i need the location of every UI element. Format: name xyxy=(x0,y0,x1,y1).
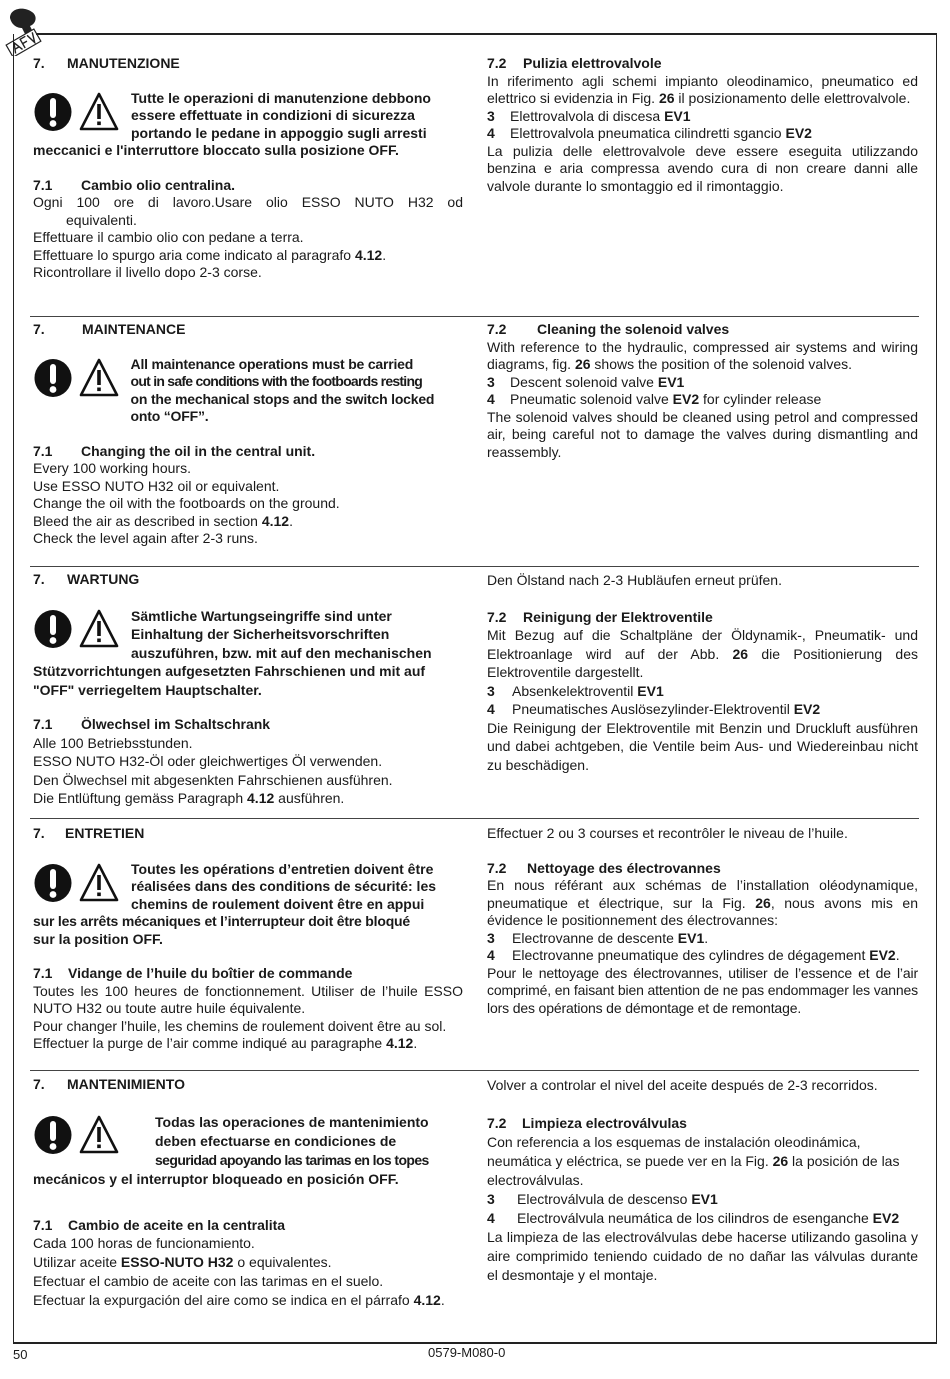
section-es-right xyxy=(487,1076,918,1285)
warning-triangle-icon xyxy=(79,92,119,132)
subsection-title: Reinigung der Elektroventile xyxy=(523,608,713,625)
heading-number: 7. xyxy=(33,825,45,841)
body-text: Ricontrollare il livello dopo 2-3 corse. xyxy=(33,264,262,280)
body-text: Efectuar la expurgación del aire como se indica en el párrafo 4.12. xyxy=(33,1292,445,1308)
body-text: Bleed the air as described in section 4.12. xyxy=(33,512,293,529)
section-heading xyxy=(33,571,463,589)
warning-text: chemins de roulement doivent être en appui xyxy=(131,895,425,912)
page-number: 50 xyxy=(13,1347,28,1362)
safety-warning xyxy=(33,861,463,914)
warning-text: on the mechanical stops and the switch locked xyxy=(130,390,435,407)
subsection-number: 7.2 xyxy=(487,608,507,625)
list-item: 4 Pneumatic solenoid valve EV2 for cylinder release xyxy=(487,391,822,407)
body-text: Die Entlüftung gemäss Paragraph 4.12 ausführen. xyxy=(33,790,345,806)
subsection-title: Changing the oil in the central unit. xyxy=(81,442,316,459)
body-text: Effectuer 2 ou 3 courses et recontrôler le niveau de l’huile. xyxy=(487,825,848,841)
warning-text: seguridad apoyando las tarimas en los topes xyxy=(155,1151,429,1168)
subsection-heading xyxy=(33,443,463,461)
warning-text: out in safe conditions with the footboards resting xyxy=(130,373,423,389)
subsection-heading xyxy=(487,1114,918,1133)
subsection-title: Limpieza electroválvulas xyxy=(522,1115,687,1131)
section-de-left xyxy=(33,571,463,808)
list-item: 3 Descent solenoid valve EV1 xyxy=(487,373,685,390)
warning-text: sur la position OFF. xyxy=(33,930,163,947)
list-item: 4 Elettrovalvola pneumatica cilindretti sgancio EV2 xyxy=(487,125,812,141)
subsection-number: 7.2 xyxy=(487,321,507,337)
subsection-heading xyxy=(487,321,918,339)
warning-text: Todas las operaciones de mantenimiento xyxy=(155,1113,429,1130)
warning-triangle-icon xyxy=(79,609,119,649)
exclamation-icon xyxy=(33,92,73,132)
subsection-title: Ölwechsel im Schaltschrank xyxy=(81,716,271,732)
body-text: Check the level again after 2-3 runs. xyxy=(33,530,258,546)
section-divider xyxy=(30,1070,919,1071)
section-es-left xyxy=(33,1076,463,1310)
warning-text: All maintenance operations must be carried xyxy=(130,355,414,372)
heading-title: ENTRETIEN xyxy=(65,825,145,841)
subsection-heading xyxy=(33,716,463,734)
body-text: Pour changer l’huile, les chemins de roulement doivent être au sol. xyxy=(33,1017,447,1034)
heading-number: 7. xyxy=(33,1076,45,1092)
body-text: Effectuer la purge de l’air comme indiqué au paragraphe 4.12. xyxy=(33,1035,418,1051)
exclamation-icon xyxy=(33,863,73,903)
body-text: Use ESSO NUTO H32 oil or equivalent. xyxy=(33,477,280,494)
section-fr-left xyxy=(33,825,463,1053)
safety-warning xyxy=(33,356,463,426)
subsection-number: 7.2 xyxy=(487,1115,507,1131)
warning-text: auszuführen, bzw. mit auf den mechanischen xyxy=(131,644,432,661)
subsection-heading xyxy=(487,860,918,878)
warning-text: Toutes les opérations d’entretien doivent être xyxy=(131,860,434,877)
body-text: Cada 100 horas de funcionamiento. xyxy=(33,1235,255,1251)
section-en-left xyxy=(33,321,463,548)
list-item: 4 Electrovanne pneumatique des cylindres de dégagement EV2. xyxy=(487,947,900,963)
subsection-heading xyxy=(33,965,463,983)
subsection-number: 7.1 xyxy=(33,176,53,193)
warning-text: Tutte le operazioni di manutenzione debbono xyxy=(131,89,431,106)
subsection-heading xyxy=(33,1217,463,1235)
warning-text: "OFF" verriegeltem Hauptschalter. xyxy=(33,682,262,698)
section-heading xyxy=(33,1076,463,1094)
subsection-number: 7.2 xyxy=(487,55,507,71)
body-text: ESSO NUTO H32-Öl oder gleichwertiges Öl verwenden. xyxy=(33,753,383,769)
body-text: Effettuare il cambio olio con pedane a terra. xyxy=(33,229,304,245)
section-fr-right xyxy=(487,825,918,1017)
section-heading xyxy=(33,321,463,339)
body-text: Den Ölwechsel mit abgesenkten Fahrschienen ausführen. xyxy=(33,771,393,788)
body-text: Toutes les 100 heures de fonctionnement. Utiliser de l’huile ESSO NUTO H32 ou toute autre huile équivalente. xyxy=(33,982,463,1016)
body-text: Change the oil with the footboards on the ground. xyxy=(33,495,340,511)
warning-text: Einhaltung der Sicherheitsvorschriften xyxy=(131,626,390,642)
warning-text: réalisées dans des conditions de sécurité: les xyxy=(131,878,437,894)
heading-title: MANTENIMIENTO xyxy=(67,1076,185,1092)
warning-text: Stützvorrichtungen aufgesetzten Fahrschienen und mit auf xyxy=(33,663,426,679)
body-text: Pour le nettoyage des électrovannes, utiliser de l’essence et de l’air comprimé, en faisant bien attention de ne pas endommager les vannes lors des opérations de démontage et de remontage. xyxy=(487,964,918,1016)
section-it-right xyxy=(487,55,918,195)
body-text: Die Reinigung der Elektroventile mit Benzin und Druckluft ausführen und dabei achtgeben, die Ventile beim Aus- und Wiedereinbau nicht zu beschädigen. xyxy=(487,719,918,773)
body-text: En nous référant aux schémas de l’installation oléodynamique, pneumatique et électrique, sur la Fig. 26, nous avons mis en évidence le positionnement des électrovannes: xyxy=(487,877,918,928)
section-en-right xyxy=(487,321,918,461)
subsection-heading xyxy=(33,177,463,195)
body-text: Every 100 working hours. xyxy=(33,460,191,476)
list-item: 4 Electroválvula neumática de los cilindros de esenganche EV2 xyxy=(487,1210,900,1226)
heading-title: MANUTENZIONE xyxy=(67,55,180,71)
warning-text: mecánicos y el interruptor bloqueado en posición OFF. xyxy=(33,1170,399,1187)
document-code: 0579-M080-0 xyxy=(428,1345,506,1360)
heading-title: MAINTENANCE xyxy=(82,321,186,337)
warning-triangle-icon xyxy=(79,358,119,398)
warning-triangle-icon xyxy=(79,1115,119,1155)
subsection-number: 7.1 xyxy=(33,442,53,459)
warning-text: portando le pedane in appoggio sugli arresti xyxy=(131,124,427,141)
list-item: 3 Electrovanne de descente EV1. xyxy=(487,929,709,946)
body-text: Den Ölstand nach 2-3 Hubläufen erneut prüfen. xyxy=(487,572,782,588)
body-text: Effettuare lo spurgo aria come indicato al paragrafo 4.12. xyxy=(33,246,387,263)
exclamation-icon xyxy=(33,609,73,649)
safety-warning xyxy=(33,607,463,663)
body-text: Ogni 100 ore di lavoro.Usare olio ESSO NUTO H32 od xyxy=(33,194,463,210)
body-text: In riferimento agli schemi impianto oleodinamico, pneumatico ed elettrico si evidenzia in Fig. 26 il posizionamento delle elettrovalvole. xyxy=(487,72,918,106)
subsection-number: 7.1 xyxy=(33,716,53,732)
subsection-heading xyxy=(487,55,918,73)
subsection-number: 7.1 xyxy=(33,965,53,981)
section-it-left xyxy=(33,55,463,282)
subsection-title: Nettoyage des électrovannes xyxy=(527,859,721,876)
section-de-right xyxy=(487,571,918,774)
subsection-title: Cleaning the solenoid valves xyxy=(537,321,730,337)
subsection-title: Pulizia elettrovalvole xyxy=(523,55,662,71)
warning-text: meccanici e l'interruttore bloccato sulla posizione OFF. xyxy=(33,142,399,158)
warning-text: essere effettuate in condizioni di sicurezza xyxy=(131,107,415,123)
body-text: equivalenti. xyxy=(66,211,137,228)
exclamation-icon xyxy=(33,1115,73,1155)
subsection-number: 7.1 xyxy=(33,1216,53,1233)
safety-warning xyxy=(33,1113,463,1170)
subsection-number: 7.2 xyxy=(487,859,507,876)
section-divider xyxy=(30,566,919,567)
body-text: La pulizia delle elettrovalvole deve essere eseguita utilizzando benzina e aria compressa avendo cura di non creare danni alle valvole durante lo smontaggio ed il rimontaggio. xyxy=(487,142,918,194)
warning-text: sur les arrêts mécaniques et l’interrupteur doit être bloqué xyxy=(33,913,410,929)
section-divider xyxy=(30,316,919,317)
section-heading xyxy=(33,55,463,73)
exclamation-icon xyxy=(33,358,73,398)
body-text: La limpieza de las electroválvulas debe hacerse utilizando gasolina y aire comprimido teniendo cuidado de no dañar las válvulas durante el desmontaje y el montaje. xyxy=(487,1229,918,1283)
list-item: 3 Electroválvula de descenso EV1 xyxy=(487,1191,718,1207)
heading-number: 7. xyxy=(33,55,45,71)
list-item: 3 Absenkelektroventil EV1 xyxy=(487,682,664,699)
heading-title: WARTUNG xyxy=(67,571,140,587)
warning-text: onto “OFF”. xyxy=(130,408,209,424)
subsection-heading xyxy=(487,608,918,627)
safety-warning xyxy=(33,90,463,143)
heading-number: 7. xyxy=(33,321,45,337)
subsection-title: Cambio de aceite en la centralita xyxy=(68,1216,286,1233)
body-text: Con referencia a los esquemas de instalación oleodinámica, neumática y eléctrica, se puede ver en la Fig. 26 la posición de las electroválvulas. xyxy=(487,1134,900,1188)
list-item: 4 Pneumatisches Auslösezylinder-Elektroventil EV2 xyxy=(487,701,821,717)
body-text: Efectuar el cambio de aceite con las tarimas en el suelo. xyxy=(33,1273,384,1289)
body-text: The solenoid valves should be cleaned using petrol and compressed air, being careful not to damage the valves during dismantling and reassembly. xyxy=(487,408,918,460)
body-text: Utilizar aceite ESSO-NUTO H32 o equivalentes. xyxy=(33,1254,332,1270)
subsection-title: Cambio olio centralina. xyxy=(81,176,236,193)
body-text: Alle 100 Betriebsstunden. xyxy=(33,734,193,751)
frame-top-rule xyxy=(36,33,937,35)
body-text: Mit Bezug auf die Schaltpläne der Öldynamik-, Pneumatik- und Elektroanlage wird auf der Abb. 26 die Positionierung des Elektroventile dargestellt. xyxy=(487,627,918,680)
warning-text: deben efectuarse en condiciones de xyxy=(155,1132,397,1149)
body-text: With reference to the hydraulic, compressed air systems and wiring diagrams, fig. 26 shows the position of the solenoid valves. xyxy=(487,338,918,372)
body-text: Volver a controlar el nivel del aceite después de 2-3 recorridos. xyxy=(487,1077,878,1093)
subsection-title: Vidange de l’huile du boîtier de commande xyxy=(68,965,353,981)
section-divider xyxy=(30,818,919,819)
warning-text: Sämtliche Wartungseingriffe sind unter xyxy=(131,607,392,624)
warning-triangle-icon xyxy=(79,863,119,903)
list-item: 3 Elettrovalvola di discesa EV1 xyxy=(487,107,691,124)
heading-number: 7. xyxy=(33,571,45,587)
section-heading xyxy=(33,825,463,843)
